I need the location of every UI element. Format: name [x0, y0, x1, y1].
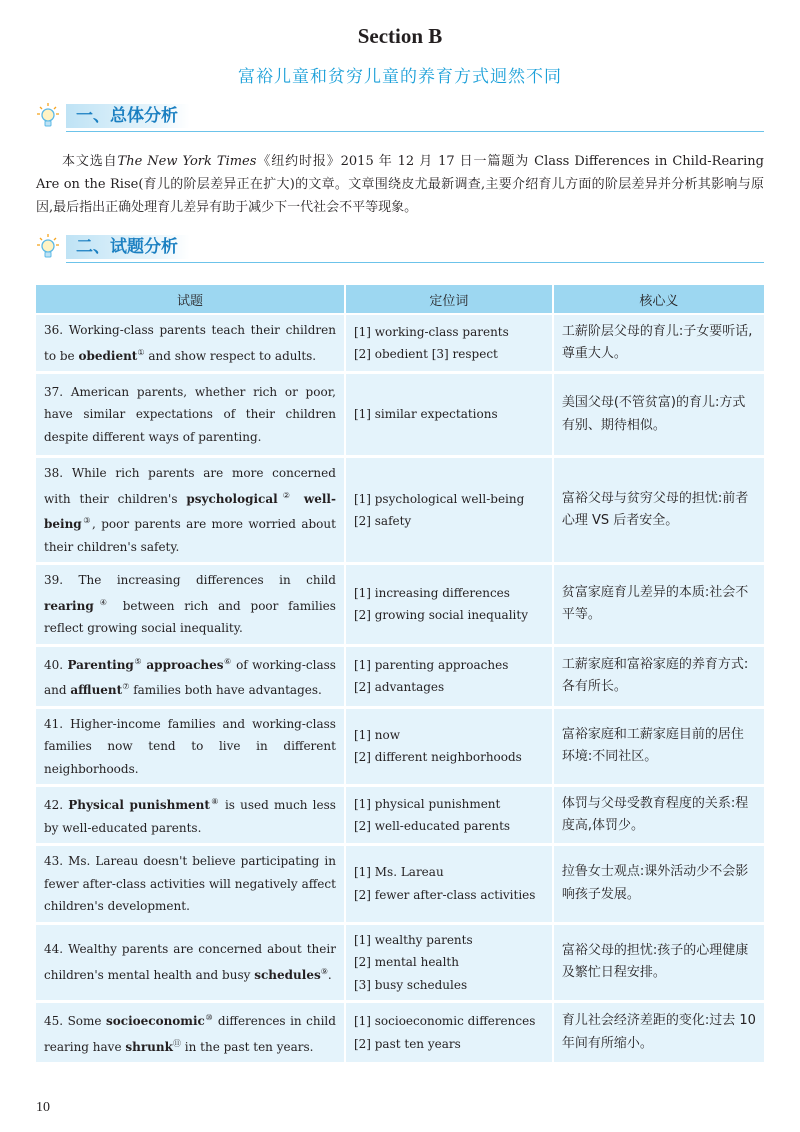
table-row	[36, 925, 764, 1004]
question-text: in the past ten years.	[180, 1039, 314, 1054]
question-cell	[36, 647, 346, 709]
question-text: is used much less by well-educated parents.	[44, 798, 336, 835]
question-text: 44. Wealthy parents are concerned about their children's mental health and busy	[44, 942, 336, 982]
intro-paragraph	[36, 150, 764, 219]
table-header-row	[36, 285, 764, 315]
question-text: families both have advantages.	[129, 683, 322, 697]
table-row	[36, 846, 764, 925]
heading-overall-analysis	[36, 102, 764, 132]
keyword-line: [1] working-class parents	[353, 324, 509, 339]
table-row	[36, 374, 764, 458]
heading-label: 一、总体分析	[66, 104, 190, 128]
question-keyword: well-being	[44, 491, 336, 531]
question-text: and show respect to adults.	[144, 348, 317, 363]
footnote-mark: ⑪	[172, 1038, 181, 1048]
table-row	[36, 1003, 764, 1065]
keyword-cell	[346, 1003, 554, 1065]
keyword-line: [1] socioeconomic differences	[353, 1014, 536, 1028]
footnote-mark: ①	[137, 347, 145, 357]
question-text: 36. Working-class parents teach their children to be	[44, 323, 336, 363]
intro-text-rest: 《纽约时报》2015 年 12 月 17 日一篇题为 Class Differences in Child-Rearing Are on the Rise(育儿的阶层差异正在扩大)的文章。文章围绕皮尤最新调查,主要介绍育儿方面的阶层差异并分析其影响与原因,最后指出正确处理育儿差异有助于减少下一代社会不平等现象。	[36, 154, 764, 215]
keyword-cell	[346, 374, 554, 458]
keyword-cell	[346, 709, 554, 788]
footnote-mark: ⑩	[204, 1013, 214, 1022]
question-text: 43. Ms. Lareau doesn't believe participating in fewer after-class activities will negatively affect children's development.	[44, 854, 336, 913]
footnote-mark: ④	[93, 597, 113, 607]
core-meaning-cell: 工薪阶层父母的育儿:子女要听话,尊重大人。	[554, 315, 764, 374]
question-text: 45. Some	[44, 1014, 106, 1028]
table-row	[36, 458, 764, 565]
keyword-line: [1] increasing differences	[353, 585, 510, 600]
keyword-cell	[346, 787, 554, 846]
question-text: between rich and poor families reflect growing social inequality.	[44, 598, 336, 635]
header-core-meaning: 核心义	[554, 285, 764, 315]
core-meaning-cell: 富裕父母的担忧:孩子的心理健康及繁忙日程安排。	[554, 925, 764, 1004]
core-meaning-cell: 工薪家庭和富裕家庭的养育方式:各有所长。	[554, 647, 764, 709]
table-row	[36, 787, 764, 846]
core-meaning-cell: 拉鲁女士观点:课外活动少不会影响孩子发展。	[554, 846, 764, 925]
page-number: 10	[36, 1100, 50, 1115]
question-text: 40.	[44, 657, 68, 672]
footnote-mark: ⑨	[320, 966, 328, 976]
question-text: .	[327, 967, 332, 982]
question-cell	[36, 787, 346, 846]
heading-rule	[66, 131, 764, 132]
table-row	[36, 565, 764, 647]
keyword-cell	[346, 846, 554, 925]
question-cell	[36, 709, 346, 788]
keyword-line: [1] parenting approaches	[353, 657, 509, 672]
question-cell	[36, 374, 346, 458]
intro-text-start: 本文选自	[62, 154, 118, 169]
keyword-line: [2] growing social inequality	[353, 608, 528, 623]
table-row	[36, 647, 764, 709]
footnote-mark: ⑥	[223, 656, 232, 666]
question-text: 42.	[44, 798, 69, 812]
question-keyword: shrunk	[125, 1039, 173, 1054]
table-row	[36, 709, 764, 788]
footnote-mark: ⑦	[122, 682, 130, 691]
question-text: of working-class and	[44, 657, 336, 697]
question-keyword: Physical punishment	[68, 798, 210, 812]
question-cell	[36, 565, 346, 647]
keyword-line: [1] psychological well-being	[353, 491, 525, 506]
question-text: , poor parents are more worried about their children's safety.	[44, 517, 336, 554]
question-table	[36, 285, 764, 1065]
question-keyword: socioeconomic	[106, 1014, 205, 1028]
core-meaning-cell: 美国父母(不管贫富)的育儿:方式有别、期待相似。	[554, 374, 764, 458]
core-meaning-cell: 贫富家庭育儿差异的本质:社会不平等。	[554, 565, 764, 647]
keyword-line: [2] different neighborhoods	[353, 750, 522, 765]
section-title: Section B	[357, 24, 443, 48]
footnote-mark: ②	[277, 490, 295, 500]
core-meaning-cell: 育儿社会经济差距的变化:过去 10 年间有所缩小。	[554, 1003, 764, 1065]
question-text: 39. The increasing differences in child	[44, 573, 336, 587]
heading-rule	[66, 262, 764, 263]
question-keyword: obedient	[78, 348, 138, 363]
keyword-cell	[346, 458, 554, 565]
lightbulb-icon	[36, 102, 66, 132]
keyword-cell	[346, 925, 554, 1004]
footnote-mark: ⑧	[209, 797, 220, 806]
keyword-line: [1] wealthy parents	[353, 932, 473, 947]
question-text: differences in child rearing have	[44, 1014, 336, 1054]
keyword-line: [2] safety	[353, 514, 412, 528]
heading-question-analysis	[36, 233, 764, 263]
keyword-cell	[346, 647, 554, 709]
footnote-mark: ⑤	[133, 656, 143, 666]
keyword-line: [1] physical punishment	[353, 796, 501, 811]
question-keyword: Parenting	[67, 657, 134, 672]
intro-source: The New York Times	[117, 154, 257, 169]
table-row	[36, 315, 764, 374]
header-question: 试题	[36, 285, 346, 315]
question-text	[295, 492, 304, 506]
question-cell	[36, 846, 346, 925]
question-text: 38. While rich parents are more concerned with their children's	[44, 466, 336, 506]
keyword-line: [2] advantages	[353, 680, 445, 694]
keyword-line: [1] Ms. Lareau	[353, 865, 444, 880]
question-cell	[36, 925, 346, 1004]
question-cell	[36, 458, 346, 565]
keyword-cell	[346, 565, 554, 647]
lightbulb-icon	[36, 233, 66, 263]
heading-label: 二、试题分析	[66, 235, 190, 259]
keyword-line: [2] mental health	[353, 955, 459, 969]
core-meaning-cell: 富裕父母与贫穷父母的担忧:前者心理 VS 后者安全。	[554, 458, 764, 565]
footnote-mark: ③	[81, 516, 92, 525]
keyword-line: [1] now	[353, 727, 400, 742]
question-keyword: psychological	[186, 491, 278, 506]
keyword-line: [2] obedient [3] respect	[353, 347, 498, 361]
question-keyword: affluent	[70, 683, 123, 697]
question-text: 37. American parents, whether rich or poor, have similar expectations of their children despite different ways of parenting.	[44, 384, 336, 444]
question-keyword: rearing	[44, 598, 94, 613]
article-subtitle: 富裕儿童和贫穷儿童的养育方式迥然不同	[238, 67, 562, 87]
keyword-line: [2] fewer after-class activities	[353, 887, 536, 902]
keyword-line: [2] well-educated parents	[353, 819, 511, 833]
keyword-line: [1] similar expectations	[353, 407, 498, 422]
core-meaning-cell: 体罚与父母受教育程度的关系:程度高,体罚少。	[554, 787, 764, 846]
question-cell	[36, 315, 346, 374]
header-keywords: 定位词	[346, 285, 554, 315]
question-text: 41. Higher-income families and working-class families now tend to live in different neighborhoods.	[44, 716, 336, 776]
question-cell	[36, 1003, 346, 1065]
keyword-cell	[346, 315, 554, 374]
table-body	[36, 315, 764, 1065]
core-meaning-cell: 富裕家庭和工薪家庭目前的居住环境:不同社区。	[554, 709, 764, 788]
question-keyword: approaches	[146, 657, 224, 672]
keyword-line: [3] busy schedules	[353, 977, 468, 992]
question-keyword: schedules	[254, 967, 321, 982]
keyword-line: [2] past ten years	[353, 1036, 461, 1051]
